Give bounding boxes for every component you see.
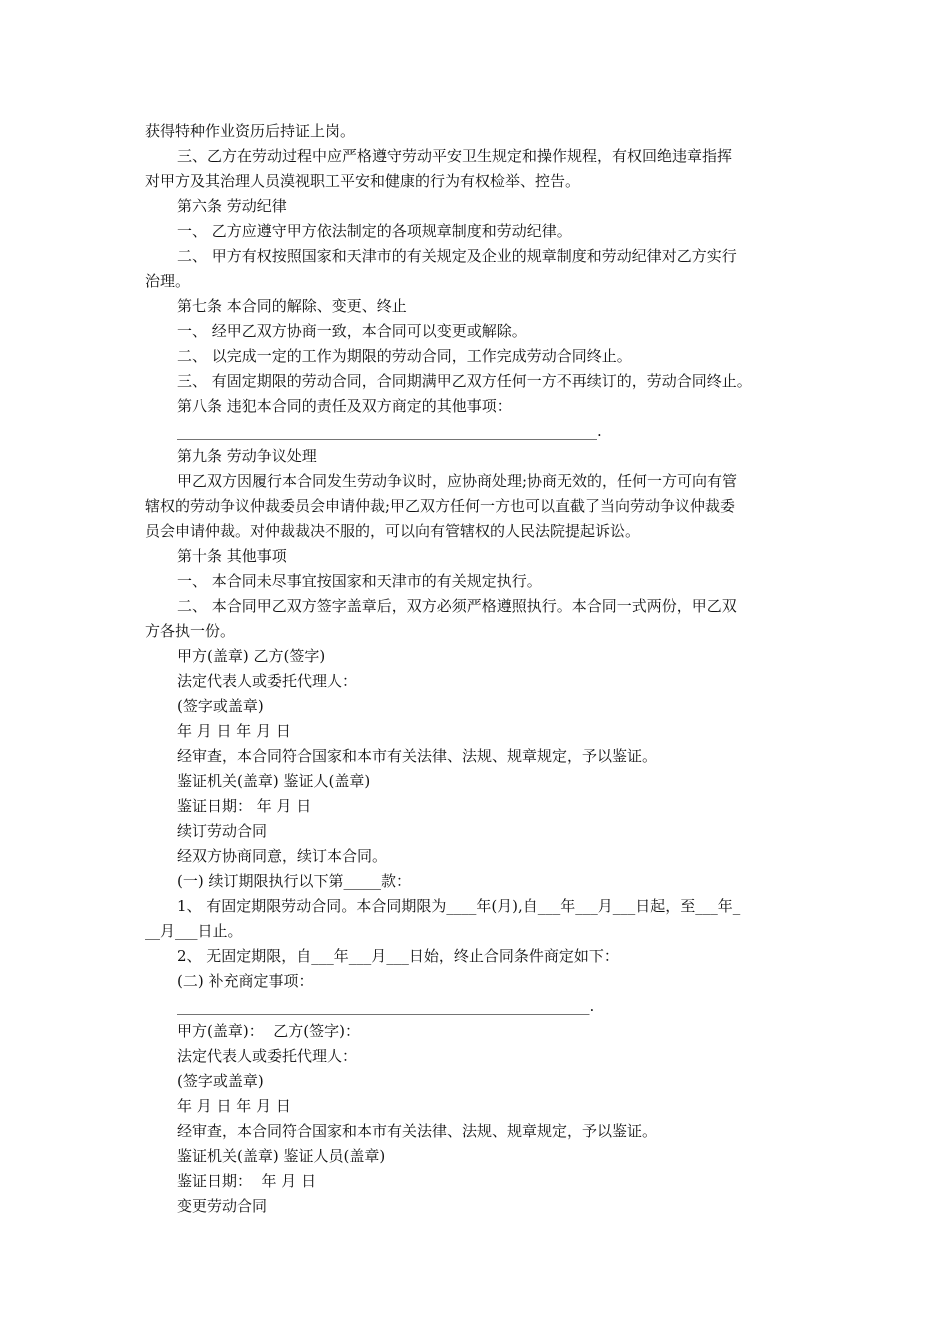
document-line: (二) 补充商定事项： bbox=[177, 972, 314, 990]
document-line: 二、 以完成一定的工作为期限的劳动合同，工作完成劳动合同终止。 bbox=[177, 347, 632, 365]
document-line: 员会申请仲裁。对仲裁裁决不服的，可以向有管辖权的人民法院提起诉讼。 bbox=[145, 522, 641, 540]
document-line: 鉴证日期： 年 月 日 bbox=[177, 797, 312, 815]
document-line: 三、 有固定期限的劳动合同，合同期满甲乙双方任何一方不再续订的，劳动合同终止。 bbox=[177, 372, 752, 390]
document-line: __月___日止。 bbox=[145, 922, 243, 940]
document-line: 辖权的劳动争议仲裁委员会申请仲裁;甲乙双方任何一方也可以直截了当向劳动争议仲裁委 bbox=[145, 497, 736, 515]
document-line: 鉴证机关(盖章) 鉴证人(盖章) bbox=[177, 772, 371, 790]
document-line: 三、乙方在劳动过程中应严格遵守劳动平安卫生规定和操作规程，有权回绝违章指挥 bbox=[177, 147, 733, 165]
document-line: 第六条 劳动纪律 bbox=[177, 197, 287, 215]
document-line: 方各执一份。 bbox=[145, 622, 236, 640]
document-line: 治理。 bbox=[145, 272, 191, 290]
document-line: 甲方(盖章)： 乙方(签字)： bbox=[177, 1022, 360, 1040]
document-line: 获得特种作业资历后持证上岗。 bbox=[145, 122, 356, 140]
document-line: 一、 本合同未尽事宜按国家和天津市的有关规定执行。 bbox=[177, 572, 542, 590]
document-body bbox=[145, 119, 813, 1219]
document-line: 经审查，本合同符合国家和本市有关法律、法规、规章规定，予以鉴证。 bbox=[177, 1122, 658, 1140]
document-line: 经双方协商同意，续订本合同。 bbox=[177, 847, 388, 865]
document-line: _______________________________________________________. bbox=[177, 997, 595, 1015]
document-line: 鉴证日期： 年 月 日 bbox=[177, 1172, 317, 1190]
document-line: ________________________________________________________. bbox=[177, 422, 602, 440]
document-line: 二、 本合同甲乙双方签字盖章后，双方必须严格遵照执行。本合同一式两份，甲乙双 bbox=[177, 597, 737, 615]
document-line: (签字或盖章) bbox=[177, 697, 264, 715]
document-line: 2、 无固定期限，自___年___月___日始，终止合同条件商定如下： bbox=[177, 947, 619, 965]
document-line: 甲乙双方因履行本合同发生劳动争议时，应协商处理;协商无效的，任何一方可向有管 bbox=[177, 472, 738, 490]
document-line: 经审查，本合同符合国家和本市有关法律、法规、规章规定，予以鉴证。 bbox=[177, 747, 658, 765]
document-line: 法定代表人或委托代理人： bbox=[177, 1047, 358, 1065]
document-line: 第十条 其他事项 bbox=[177, 547, 287, 565]
document-line: 第八条 违犯本合同的责任及双方商定的其他事项： bbox=[177, 397, 512, 415]
document-line: 1、 有固定期限劳动合同。本合同期限为____年(月),自___年___月___日起，至___年_ bbox=[177, 897, 741, 915]
document-line: 年 月 日 年 月 日 bbox=[177, 722, 291, 740]
document-line: (签字或盖章) bbox=[177, 1072, 264, 1090]
document-line: 法定代表人或委托代理人： bbox=[177, 672, 358, 690]
document-line: (一) 续订期限执行以下第_____款： bbox=[177, 872, 411, 890]
document-line: 续订劳动合同 bbox=[177, 822, 268, 840]
document-line: 一、 经甲乙双方协商一致，本合同可以变更或解除。 bbox=[177, 322, 527, 340]
document-line: 变更劳动合同 bbox=[177, 1197, 268, 1215]
document-line: 对甲方及其治理人员漠视职工平安和健康的行为有权检举、控告。 bbox=[145, 172, 581, 190]
document-line: 年 月 日 年 月 日 bbox=[177, 1097, 291, 1115]
document-line: 第七条 本合同的解除、变更、终止 bbox=[177, 297, 407, 315]
document-line: 第九条 劳动争议处理 bbox=[177, 447, 317, 465]
document-line: 二、 甲方有权按照国家和天津市的有关规定及企业的规章制度和劳动纪律对乙方实行 bbox=[177, 247, 737, 265]
document-line: 鉴证机关(盖章) 鉴证人员(盖章) bbox=[177, 1147, 386, 1165]
document-line: 甲方(盖章) 乙方(签字) bbox=[177, 647, 326, 665]
document-line: 一、 乙方应遵守甲方依法制定的各项规章制度和劳动纪律。 bbox=[177, 222, 572, 240]
